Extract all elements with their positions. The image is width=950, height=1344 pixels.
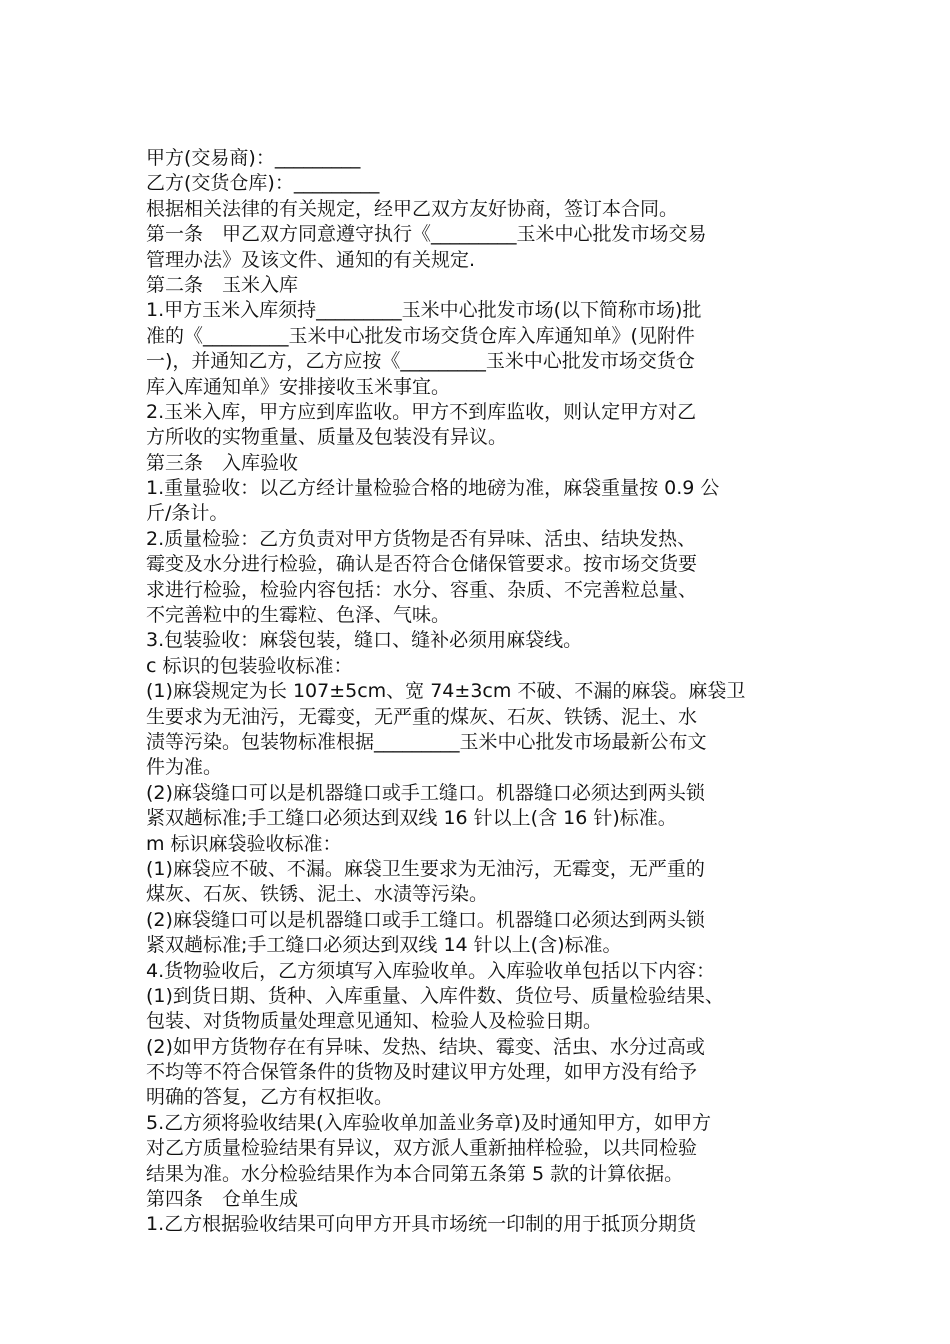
text-line: (2)如甲方货物存在有异味、发热、结块、霉变、活虫、水分过高或 — [146, 1035, 705, 1058]
text-line: (2)麻袋缝口可以是机器缝口或手工缝口。机器缝口必须达到两头锁 — [146, 781, 705, 804]
text-line: (1)麻袋应不破、不漏。麻袋卫生要求为无油污，无霉变，无严重的 — [146, 857, 705, 880]
article-2-heading: 第二条 玉米入库 — [146, 273, 299, 296]
text-line: 2.质量检验：乙方负责对甲方货物是否有异味、活虫、结块发热、 — [146, 527, 697, 550]
text-line: 管理办法》及该文件、通知的有关规定. — [146, 248, 476, 271]
party-b-line: 乙方(交货仓库)：_________ — [146, 172, 380, 195]
text-line: 求进行检验，检验内容包括：水分、容重、杂质、不完善粒总量、 — [146, 578, 698, 601]
text-line: 1.重量验收：以乙方经计量检验合格的地磅为准，麻袋重量按 0.9 公 — [146, 477, 720, 500]
text-line: 对乙方质量检验结果有异议，双方派人重新抽样检验，以共同检验 — [146, 1137, 698, 1160]
text-line: 2.玉米入库，甲方应到库监收。甲方不到库监收，则认定甲方对乙 — [146, 400, 697, 423]
text-line: 煤灰、石灰、铁锈、泥土、水渍等污染。 — [146, 883, 489, 906]
article-1-line: 第一条 甲乙双方同意遵守执行《_________玉米中心批发市场交易 — [146, 223, 707, 246]
contract-body — [146, 146, 810, 1238]
article-3-heading: 第三条 入库验收 — [146, 451, 299, 474]
party-a-line: 甲方(交易商)：_________ — [146, 147, 361, 169]
text-line: 件为准。 — [146, 756, 223, 779]
text-line: 紧双趟标准;手工缝口必须达到双线 16 针以上(含 16 针)标准。 — [146, 807, 677, 830]
text-line: 紧双趟标准;手工缝口必须达到双线 14 针以上(含)标准。 — [146, 934, 622, 957]
preamble-line: 根据相关法律的有关规定，经甲乙双方友好协商，签订本合同。 — [146, 197, 679, 220]
text-line: 方所收的实物重量、质量及包装没有异议。 — [146, 426, 508, 449]
text-line: (1)到货日期、货种、入库重量、入库件数、货位号、质量检验结果、 — [146, 984, 724, 1007]
text-line: 结果为准。水分检验结果作为本合同第五条第 5 款的计算依据。 — [146, 1162, 684, 1185]
text-line: 渍等污染。包装物标准根据_________玉米中心批发市场最新公布文 — [146, 730, 707, 753]
text-line: 库入库通知单》安排接收玉米事宜。 — [146, 375, 451, 398]
article-4-heading: 第四条 仓单生成 — [146, 1188, 299, 1211]
text-line: (1)麻袋规定为长 107±5cm、宽 74±3cm 不破、不漏的麻袋。麻袋卫 — [146, 680, 746, 703]
text-line: (2)麻袋缝口可以是机器缝口或手工缝口。机器缝口必须达到两头锁 — [146, 908, 705, 931]
text-line: 不均等不符合保管条件的货物及时建议甲方处理，如甲方没有给予 — [146, 1061, 698, 1084]
text-line: 明确的答复，乙方有权拒收。 — [146, 1086, 394, 1109]
text-line: 3.包装验收：麻袋包装，缝口、缝补必须用麻袋线。 — [146, 629, 583, 652]
text-line: 斤/条计。 — [146, 502, 229, 525]
text-line: 不完善粒中的生霉粒、色泽、气味。 — [146, 604, 451, 627]
text-line: 1.乙方根据验收结果可向甲方开具市场统一印制的用于抵顶分期货 — [146, 1213, 697, 1236]
text-line: 4.货物验收后，乙方须填写入库验收单。入库验收单包括以下内容： — [146, 959, 716, 982]
text-line: 霉变及水分进行检验，确认是否符合仓储保管要求。按市场交货要 — [146, 553, 698, 576]
text-line: c 标识的包装验收标准： — [146, 654, 353, 677]
text-line: 准的《_________玉米中心批发市场交货仓库入库通知单》(见附件 — [146, 324, 695, 347]
text-line: 1.甲方玉米入库须持_________玉米中心批发市场(以下简称市场)批 — [146, 299, 702, 322]
text-line: 包装、对货物质量处理意见通知、检验人及检验日期。 — [146, 1010, 603, 1033]
text-line: 生要求为无油污，无霉变，无严重的煤灰、石灰、铁锈、泥土、水 — [146, 705, 698, 728]
text-line: m 标识麻袋验收标准： — [146, 832, 342, 855]
text-line: 5.乙方须将验收结果(入库验收单加盖业务章)及时通知甲方，如甲方 — [146, 1111, 711, 1134]
text-line: 一)，并通知乙方，乙方应按《_________玉米中心批发市场交货仓 — [146, 350, 695, 373]
